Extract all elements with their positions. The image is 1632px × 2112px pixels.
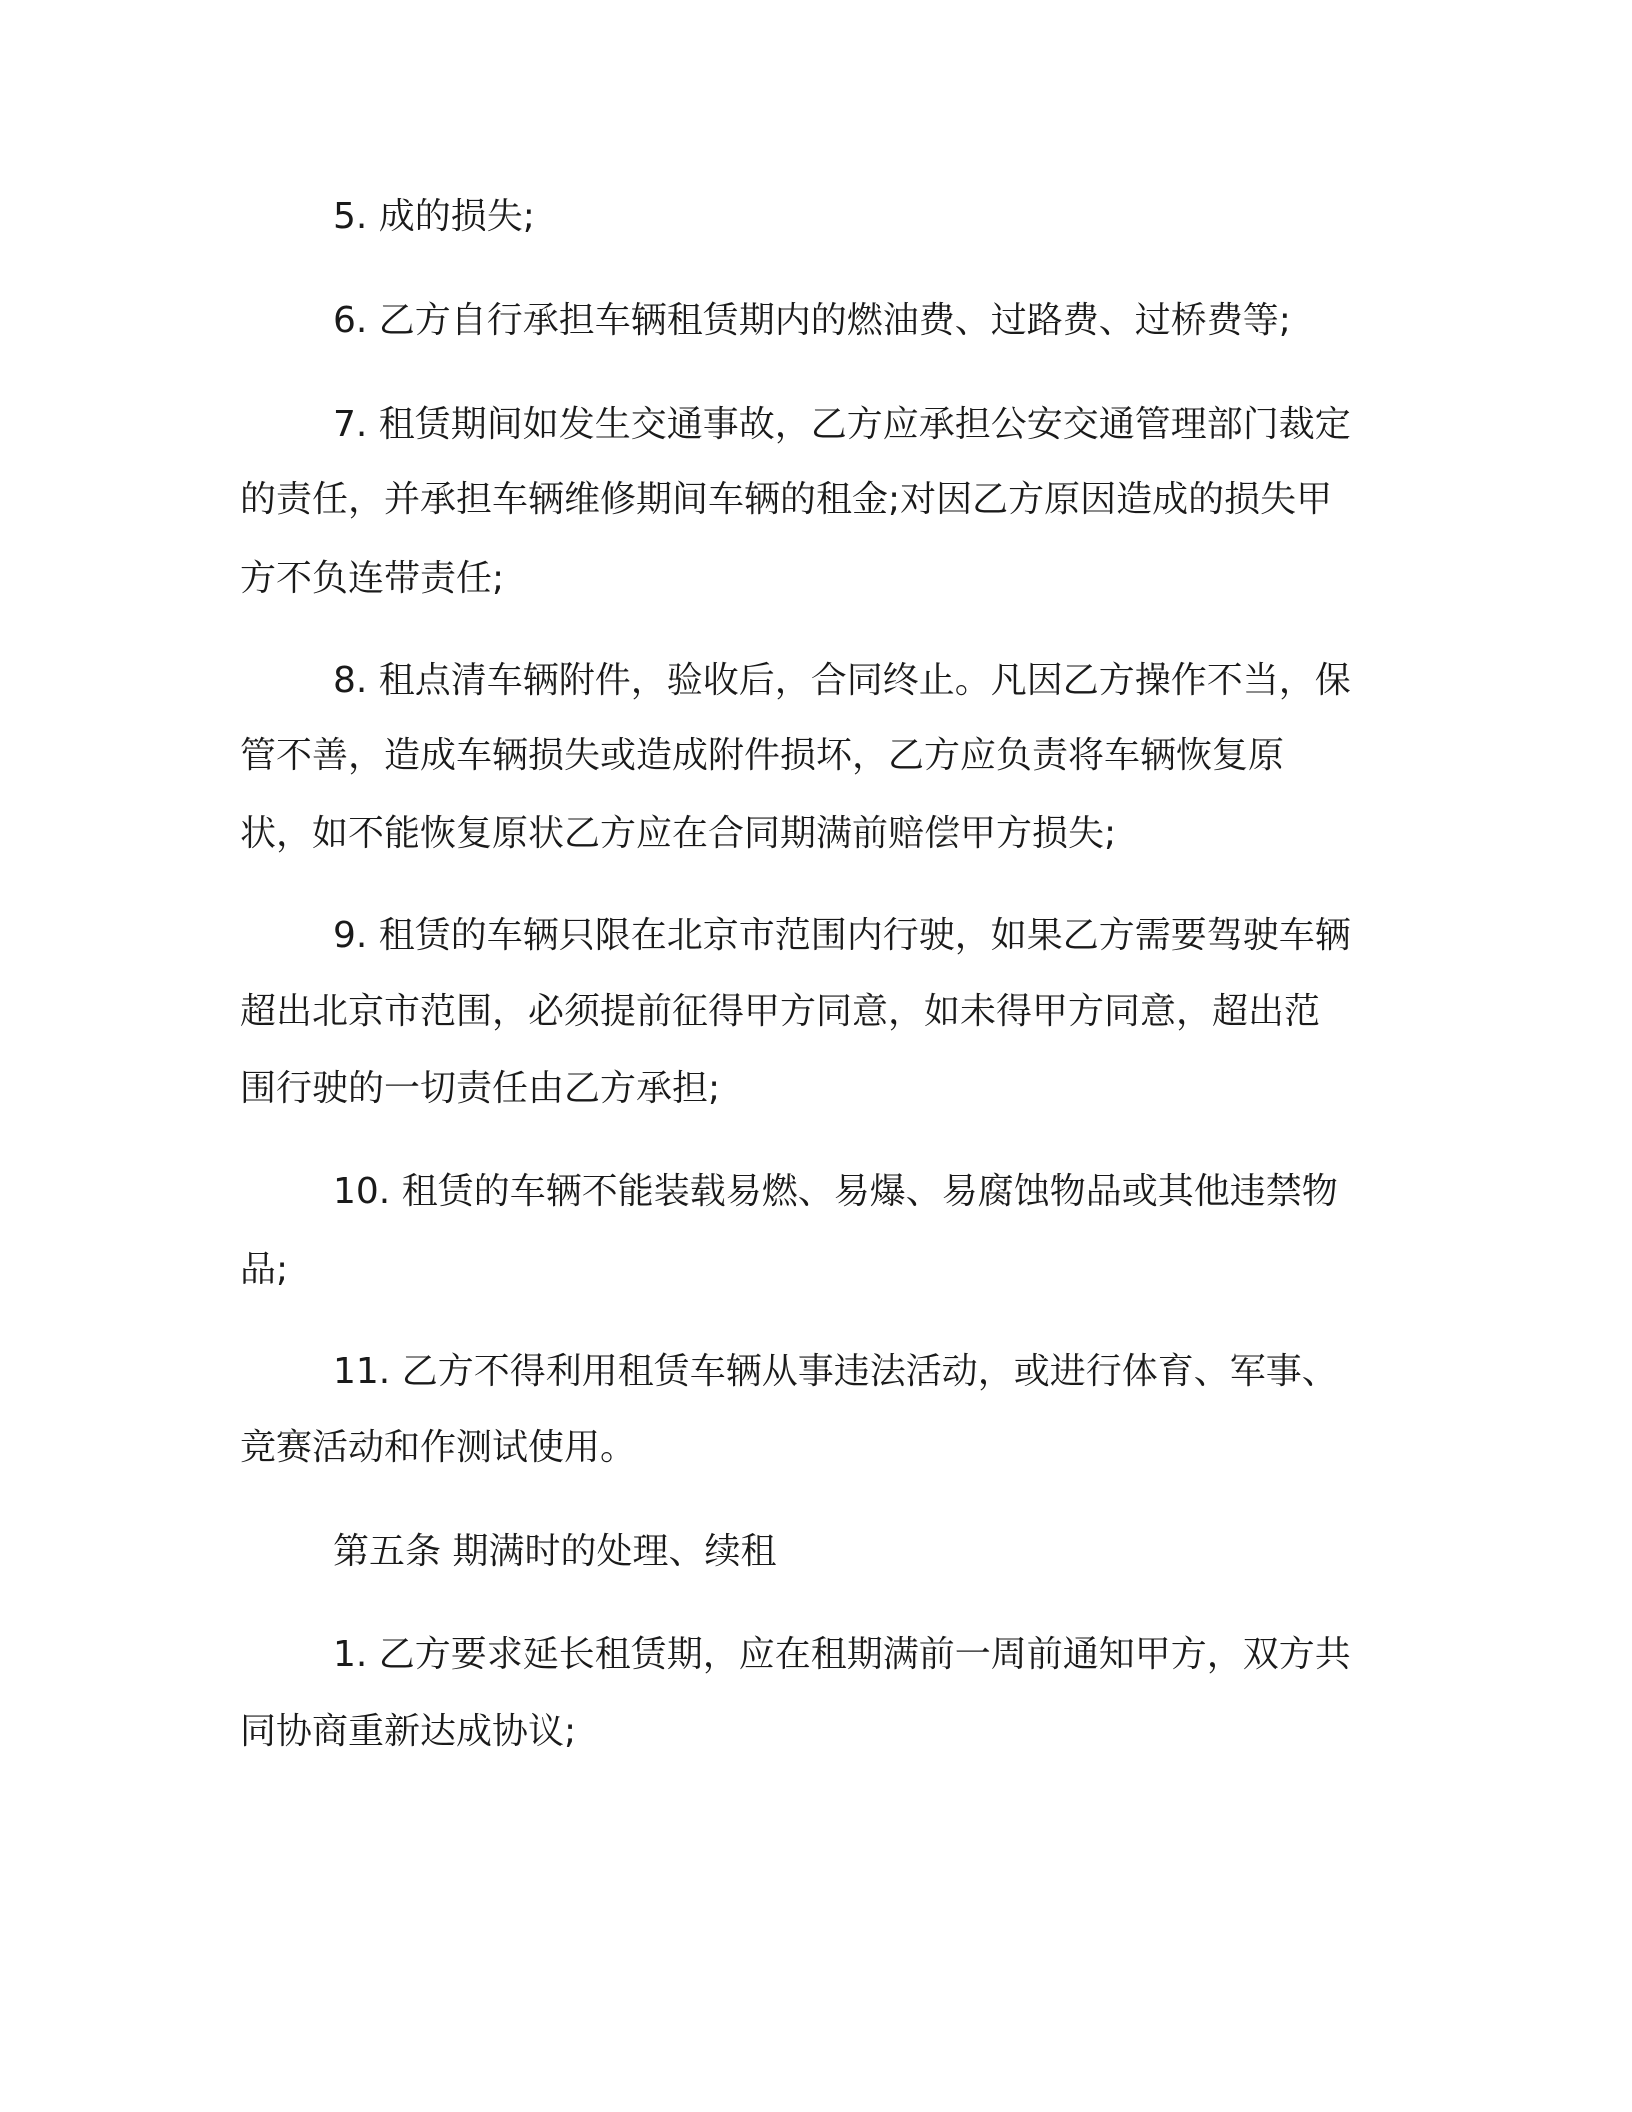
- clause-11-line-1: 11. 乙方不得利用租赁车辆从事违法活动，或进行体育、军事、: [333, 1351, 1338, 1392]
- article-5-heading: 第五条 期满时的处理、续租: [333, 1531, 777, 1572]
- article-5-clause-1-line-1: 1. 乙方要求延长租赁期，应在租期满前一周前通知甲方，双方共: [333, 1634, 1351, 1675]
- clause-7-line-3: 方不负连带责任;: [240, 558, 505, 599]
- clause-6-line-1: 6. 乙方自行承担车辆租赁期内的燃油费、过路费、过桥费等;: [333, 300, 1291, 341]
- clause-8-line-1: 8. 租点清车辆附件，验收后，合同终止。凡因乙方操作不当，保: [333, 660, 1351, 701]
- article-5-clause-1-line-2: 同协商重新达成协议;: [240, 1711, 577, 1752]
- clause-10-line-1: 10. 租赁的车辆不能装载易燃、易爆、易腐蚀物品或其他违禁物: [333, 1171, 1338, 1212]
- clause-8-line-3: 状，如不能恢复原状乙方应在合同期满前赔偿甲方损失;: [240, 813, 1117, 854]
- clause-8-line-2: 管不善，造成车辆损失或造成附件损坏，乙方应负责将车辆恢复原: [240, 735, 1285, 776]
- clause-9-line-2: 超出北京市范围，必须提前征得甲方同意，如未得甲方同意，超出范: [240, 991, 1321, 1032]
- clause-7-line-1: 7. 租赁期间如发生交通事故，乙方应承担公安交通管理部门裁定: [333, 404, 1351, 445]
- clause-9-line-1: 9. 租赁的车辆只限在北京市范围内行驶，如果乙方需要驾驶车辆: [333, 915, 1351, 956]
- clause-9-line-3: 围行驶的一切责任由乙方承担;: [240, 1068, 721, 1109]
- clause-10-line-2: 品;: [240, 1249, 289, 1290]
- clause-11-line-2: 竞赛活动和作测试使用。: [240, 1427, 637, 1468]
- clause-7-line-2: 的责任，并承担车辆维修期间车辆的租金;对因乙方原因造成的损失甲: [240, 479, 1333, 520]
- clause-5-line-1: 5. 成的损失;: [333, 196, 535, 237]
